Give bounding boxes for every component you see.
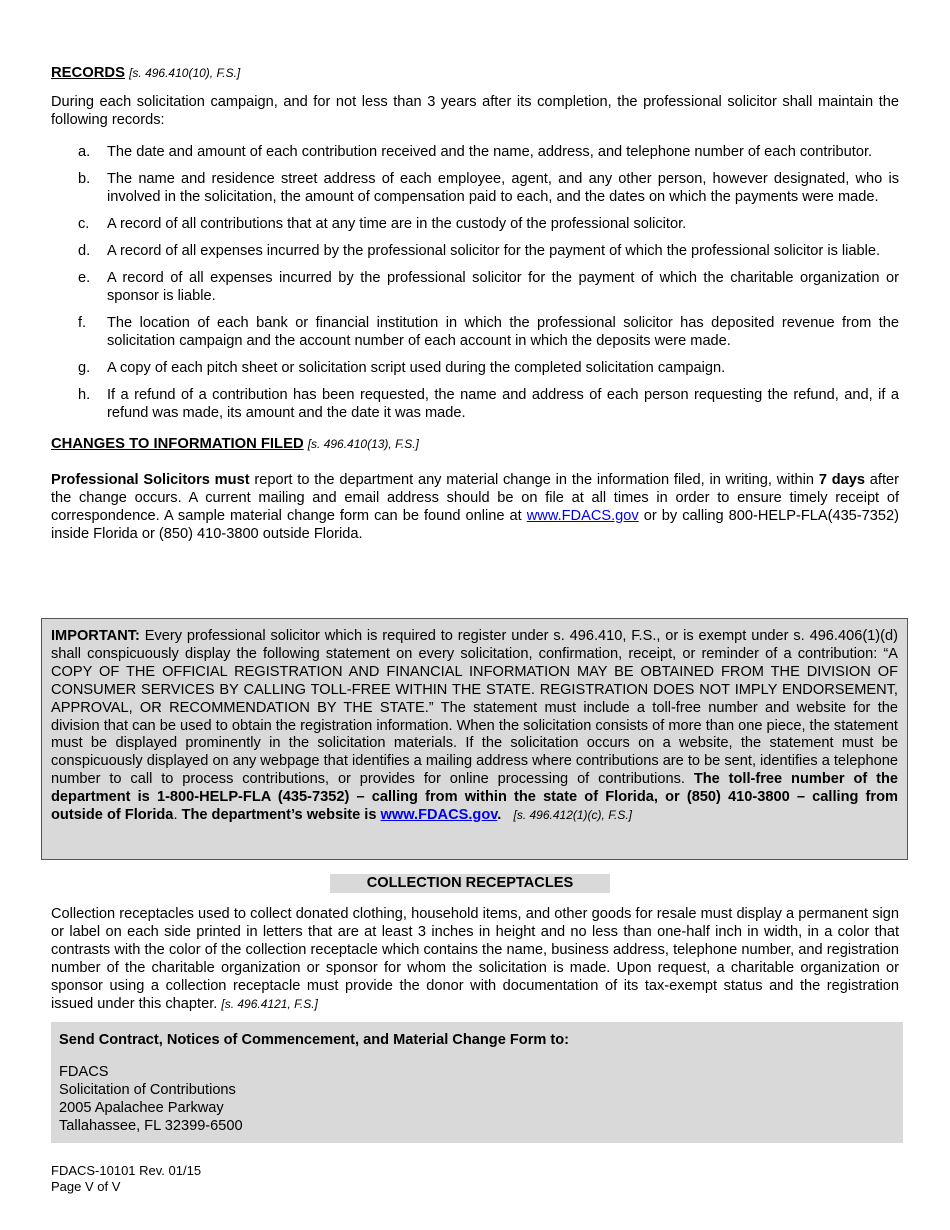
records-heading: RECORDS xyxy=(51,65,125,81)
list-item-letter: g. xyxy=(78,360,91,376)
send-to-title: Send Contract, Notices of Commencement, and Material Change Form to: xyxy=(59,1032,570,1048)
records-list-item xyxy=(51,242,899,260)
changes-text-2: after the change occurs. A current mailing and email address should be on file at all times in order to ensure timely receipt of correspondence. A sample material change form can be found online at xyxy=(51,472,899,524)
changes-paragraph xyxy=(51,471,899,543)
list-item-letter: f. xyxy=(78,315,87,331)
records-list-item xyxy=(51,269,899,305)
important-bold-website: The department’s website is xyxy=(181,807,381,824)
important-mid: . xyxy=(173,807,182,824)
collection-text: Collection receptacles used to collect donated clothing, household items, and other goods for resale must display a permanent sign or label on each side printed in letters that are at least 3 inches in height and no less than one-half inch in width, in a color that contrasts with the color of the collection receptacle which contains the name, business address, telephone number, and registration number of the charitable organization or sponsor for whom the solicitation is made. Upon request, a charitable organization or sponsor using a collection receptacle must provide the donor with documentation of its tax-exempt status and the registration issued under this chapter. xyxy=(51,906,899,1012)
address-line: Solicitation of Contributions xyxy=(59,1082,236,1098)
list-item-text: A copy of each pitch sheet or solicitation script used during the completed solicitation campaign. xyxy=(107,360,726,376)
changes-citation: [s. 496.410(13), F.S.] xyxy=(307,437,419,451)
records-citation: [s. 496.410(10), F.S.] xyxy=(129,66,241,80)
changes-text-1: report to the department any material change in the information filed, in writing, within xyxy=(249,472,819,488)
list-item-text: A record of all expenses incurred by the professional solicitor for the payment of which the charitable organization or sponsor is liable. xyxy=(107,270,899,304)
send-to-box xyxy=(51,1022,903,1143)
main-content xyxy=(51,64,899,543)
records-list-item xyxy=(51,143,899,161)
list-item-text: If a refund of a contribution has been requested, the name and address of each person requesting the refund, and, if a refund was made, its amount and the date it was made. xyxy=(107,387,899,421)
changes-bold-lead: Professional Solicitors must xyxy=(51,472,250,488)
records-list xyxy=(51,143,899,422)
collection-citation: [s. 496.4121, F.S.] xyxy=(221,997,318,1011)
important-bold-phone: The toll-free number of the department is 1-800-HELP-FLA (435-7352) – calling from within the state of Florida, or (850) 410-3800 – calling from outside of Florida xyxy=(51,771,898,824)
important-text: Every professional solicitor which is required to register under s. 496.410, F.S., or is exempt under s. 496.406(1)(d) shall conspicuously display the following statement on every solicitation, confirmation, receipt, or reminder of a contribution: “A COPY OF THE OFFICIAL REGISTRATION AND FINANCIAL INFORMATION MAY BE OBTAINED FROM THE DIVISION OF CONSUMER SERVICES BY CALLING TOLL-FREE WITHIN THE STATE. REGISTRATION DOES NOT IMPLY ENDORSEMENT, APPROVAL, OR RECOMMENDATION BY THE STATE.” The statement must include a toll-free number and website for the division that can be used to obtain the registration information. When the solicitation consists of more than one piece, the statement must be displayed prominently in the solicitation materials. If the solicitation occurs on a website, the statement must be conspicuously displayed on any webpage that identifies a mailing address where contributions are to be sent, identifies a telephone number to call to process contributions, or provides for online processing of contributions. xyxy=(51,628,898,788)
changes-heading-line xyxy=(51,435,899,453)
list-item-letter: h. xyxy=(78,387,91,403)
list-item-text: The name and residence street address of each employee, agent, and any other person, however designated, who is involved in the solicitation, the amount of compensation paid to each, and the dates on which the payments were made. xyxy=(107,171,899,205)
list-item-letter: c. xyxy=(78,216,90,232)
list-item-letter: a. xyxy=(78,144,91,160)
changes-text-3: or by calling 800-HELP-FLA(435-7352) inside Florida or (850) 410-3800 outside Florida. xyxy=(51,508,899,542)
list-item-text: A record of all contributions that at any time are in the custody of the professional solicitor. xyxy=(107,216,687,232)
list-item-letter: d. xyxy=(78,243,91,259)
list-item-letter: b. xyxy=(78,171,91,187)
address-line: 2005 Apalachee Parkway xyxy=(59,1100,224,1116)
form-number: FDACS-10101 Rev. 01/15 xyxy=(51,1163,202,1178)
records-list-item xyxy=(51,215,899,233)
address-line: Tallahassee, FL 32399-6500 xyxy=(59,1118,243,1134)
collection-paragraph xyxy=(51,905,899,1013)
records-heading-line xyxy=(51,64,899,82)
important-label: IMPORTANT: xyxy=(51,628,140,644)
important-citation: [s. 496.412(1)(c), F.S.] xyxy=(513,808,632,823)
list-item-letter: e. xyxy=(78,270,91,286)
records-intro: During each solicitation campaign, and for not less than 3 years after its completion, the professional solicitor shall maintain the following records: xyxy=(51,94,899,128)
records-list-item xyxy=(51,359,899,377)
important-bold-end: . xyxy=(497,807,502,824)
footer xyxy=(51,1163,201,1195)
records-list-item xyxy=(51,170,899,206)
collection-heading: COLLECTION RECEPTACLES xyxy=(330,874,610,893)
changes-heading: CHANGES TO INFORMATION FILED xyxy=(51,436,304,452)
page-number: Page V of V xyxy=(51,1179,121,1194)
list-item-text: The date and amount of each contribution received and the name, address, and telephone number of each contributor. xyxy=(107,144,873,160)
records-list-item xyxy=(51,386,899,422)
list-item-text: The location of each bank or financial institution in which the professional solicitor has deposited revenue from the solicitation campaign and the account number of each account in which the deposits were made. xyxy=(107,315,899,349)
list-item-text: A record of all expenses incurred by the professional solicitor for the payment of which the professional solicitor is liable. xyxy=(107,243,881,259)
records-list-item xyxy=(51,314,899,350)
important-fdacs-link[interactable]: www.FDACS.gov xyxy=(380,807,498,824)
important-notice-box xyxy=(41,618,908,860)
fdacs-link[interactable]: www.FDACS.gov xyxy=(526,508,639,524)
address-line: FDACS xyxy=(59,1064,109,1080)
changes-bold-days: 7 days xyxy=(818,472,865,488)
